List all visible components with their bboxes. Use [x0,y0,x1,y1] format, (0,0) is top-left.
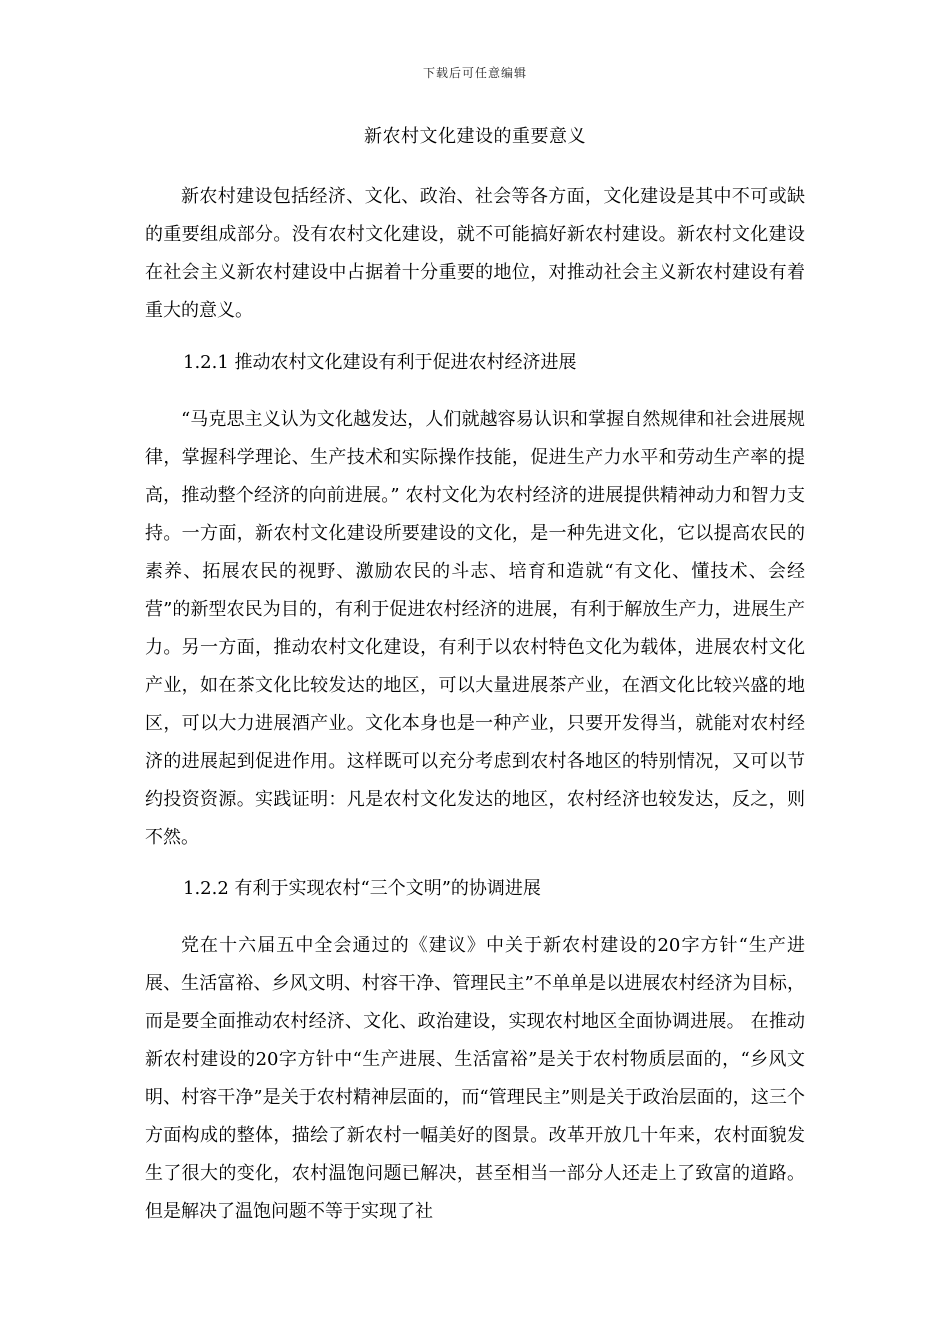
section-1-2-2-paragraph: 党在十六届五中全会通过的《建议》中关于新农村建设的20字方针“生产进展、生活富裕、乡风文明、村容干净、管理民主”不单单是以进展农村经济为目标，而是要全面推动农村经济、文化、政治建设，实现农村地区全面协调进展。 在推动新农村建设的20字方针中“生产进展、生活富裕”是关于农村物质层面的，“乡风文明、村容干净”是关于农村精神层面的，而“管理民主”则是关于政治层面的，这三个方面构成的整体，描绘了新农村一幅美好的图景。改革开放几十年来，农村面貌发生了很大的变化，农村温饱问题已解决，甚至相当一部分人还走上了致富的道路。但是解决了温饱问题不等于实现了社 [145,935,805,1222]
section-heading-1-2-1: 1.2.1 推动农村文化建设有利于促进农村经济进展 [183,352,577,373]
page-title: 新农村文化建设的重要意义 [364,126,586,147]
section-heading-1-2-2: 1.2.2 有利于实现农村“三个文明”的协调进展 [183,878,541,899]
header-note: 下载后可任意编辑 [422,66,527,80]
intro-paragraph: 新农村建设包括经济、文化、政治、社会等各方面，文化建设是其中不可或缺的重要组成部分。没有农村文化建设，就不可能搞好新农村建设。新农村文化建设在社会主义新农村建设中占据着十分重要的地位，对推动社会主义新农村建设有着重大的意义。 [145,186,805,321]
section-1-2-1-paragraph: “马克思主义认为文化越发达，人们就越容易认识和掌握自然规律和社会进展规律，掌握科学理论、生产技术和实际操作技能，促进生产力水平和劳动生产率的提高，推动整个经济的向前进展。” 农村文化为农村经济的进展提供精神动力和智力支持。一方面，新农村文化建设所要建设的文化，是一种先进文化，它以提高农民的素养、拓展农民的视野、激励农民的斗志、培育和造就“有文化、懂技术、会经营”的新型农民为目的，有利于促进农村经济的进展，有利于解放生产力，进展生产力。另一方面，推动农村文化建设，有利于以农村特色文化为载体，进展农村文化产业，如在茶文化比较发达的地区，可以大量进展茶产业，在酒文化比较兴盛的地区，可以大力进展酒产业。文化本身也是一种产业，只要开发得当，就能对农村经济的进展起到促进作用。这样既可以充分考虑到农村各地区的特别情况，又可以节约投资资源。实践证明：凡是农村文化发达的地区，农村经济也较发达，反之，则不然。 [145,409,805,848]
